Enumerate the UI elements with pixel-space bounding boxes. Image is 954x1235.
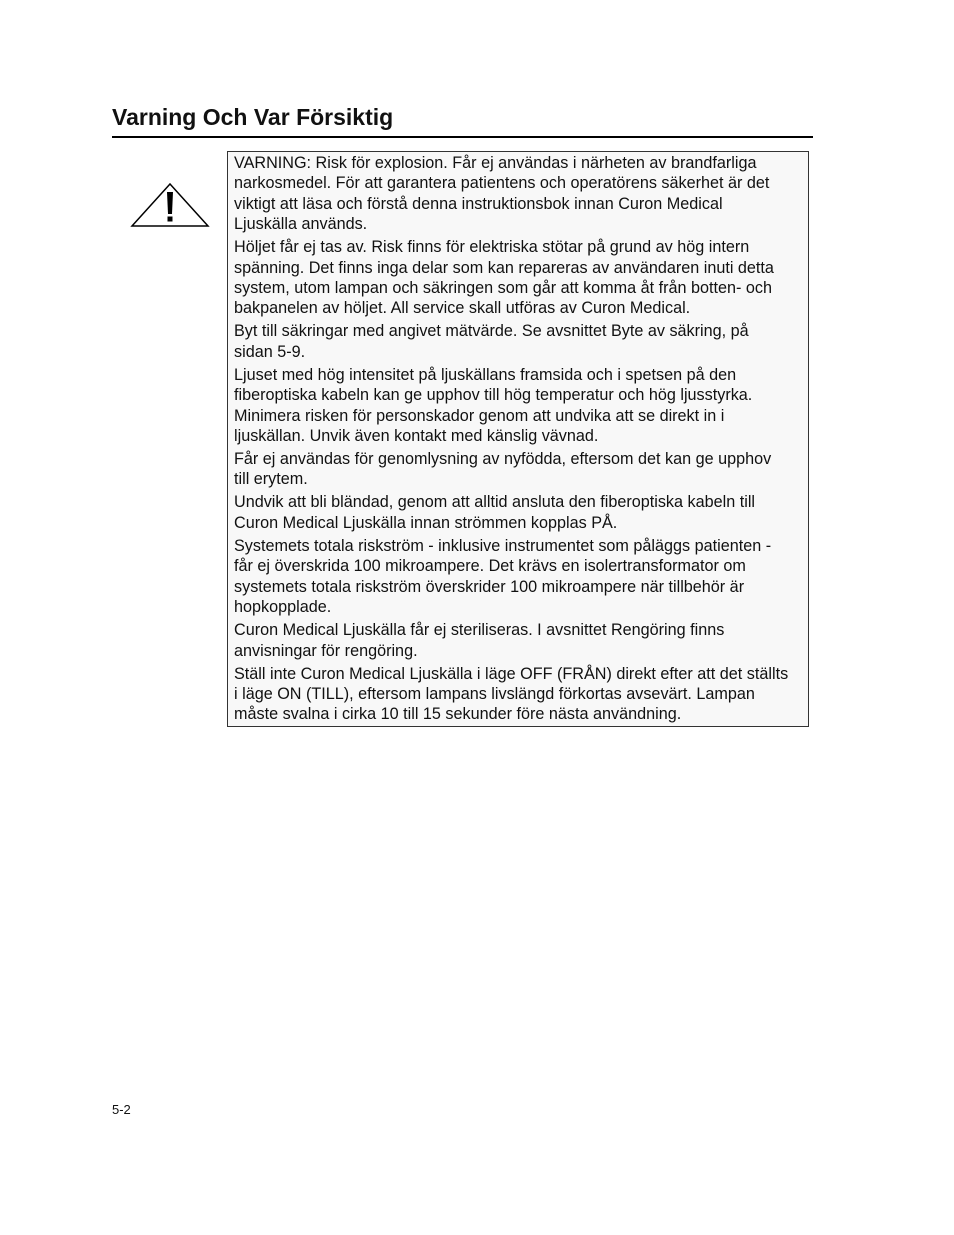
title-rule [112, 136, 813, 138]
warning-paragraph [234, 449, 808, 490]
text-line: anvisningar för rengöring. [234, 641, 418, 660]
text-line: Curon Medical Ljuskälla innan strömmen kopplas PÅ. [234, 513, 618, 532]
text-line: fiberoptiska kabeln kan ge upphov till hög temperatur och hög ljusstyrka. [234, 386, 753, 405]
text-line: Byt till säkringar med angivet mätvärde. Se avsnittet Byte av säkring, på [234, 322, 749, 341]
text-line: Minimera risken för personskador genom att undvika att se direkt in i [234, 406, 725, 425]
text-line: viktigt att läsa och förstå denna instruktionsbok innan Curon Medical [234, 194, 723, 213]
text-line: Ställ inte Curon Medical Ljuskälla i läge OFF (FRÅN) direkt efter att det ställts [234, 664, 789, 683]
warning-paragraph [234, 365, 808, 447]
text-line: Systemets totala riskström - inklusive instrumentet som påläggs patienten - [234, 536, 772, 555]
text-line: måste svalna i cirka 10 till 15 sekunder före nästa användning. [234, 705, 682, 724]
warning-paragraph [234, 153, 808, 235]
text-line: narkosmedel. För att garantera patientens och operatörens säkerhet är det [234, 174, 770, 193]
text-line: Undvik att bli bländad, genom att alltid ansluta den fiberoptiska kabeln till [234, 493, 756, 512]
text-line: spänning. Det finns inga delar som kan repareras av användaren inuti detta [234, 258, 774, 277]
warning-paragraph [234, 620, 808, 661]
text-line: får ej överskrida 100 mikroampere. Det krävs en isolertransformator om [234, 557, 746, 576]
text-line: VARNING: Risk för explosion. Får ej användas i närheten av brandfarliga [234, 154, 757, 172]
text-line: till erytem. [234, 470, 308, 489]
warning-paragraph [234, 536, 808, 618]
text-line: sidan 5-9. [234, 342, 306, 361]
text-line: ljuskällan. Unvik även kontakt med känslig vävnad. [234, 427, 599, 446]
warning-triangle-icon [130, 182, 210, 228]
text-line: Får ej användas för genomlysning av nyfödda, eftersom det kan ge upphov [234, 450, 772, 469]
text-line: system, utom lampan och säkringen som går att komma åt från botten- och [234, 279, 773, 298]
text-line: Höljet får ej tas av. Risk finns för elektriska stötar på grund av hög intern [234, 238, 750, 257]
warning-paragraph [234, 237, 808, 319]
page-title: Varning Och Var Försiktig [112, 104, 394, 130]
text-line: Curon Medical Ljuskälla får ej steriliseras. I avsnittet Rengöring finns [234, 621, 725, 640]
page-number: 5-2 [112, 1102, 131, 1117]
text-line: i läge ON (TILL), eftersom lampans livslängd förkortas avsevärt. Lampan [234, 684, 755, 703]
text-line: bakpanelen av höljet. All service skall utföras av Curon Medical. [234, 299, 691, 318]
text-line: hopkopplade. [234, 598, 332, 617]
warning-box [227, 151, 809, 727]
text-line: systemets totala riskström överskrider 100 mikroampere när tillbehör är [234, 577, 745, 596]
warning-paragraph [234, 321, 808, 362]
text-line: Ljuset med hög intensitet på ljuskällans framsida och i spetsen på den [234, 365, 737, 384]
warning-paragraph [234, 664, 808, 725]
text-line: Ljuskälla används. [234, 215, 368, 234]
warning-paragraph [234, 492, 808, 533]
